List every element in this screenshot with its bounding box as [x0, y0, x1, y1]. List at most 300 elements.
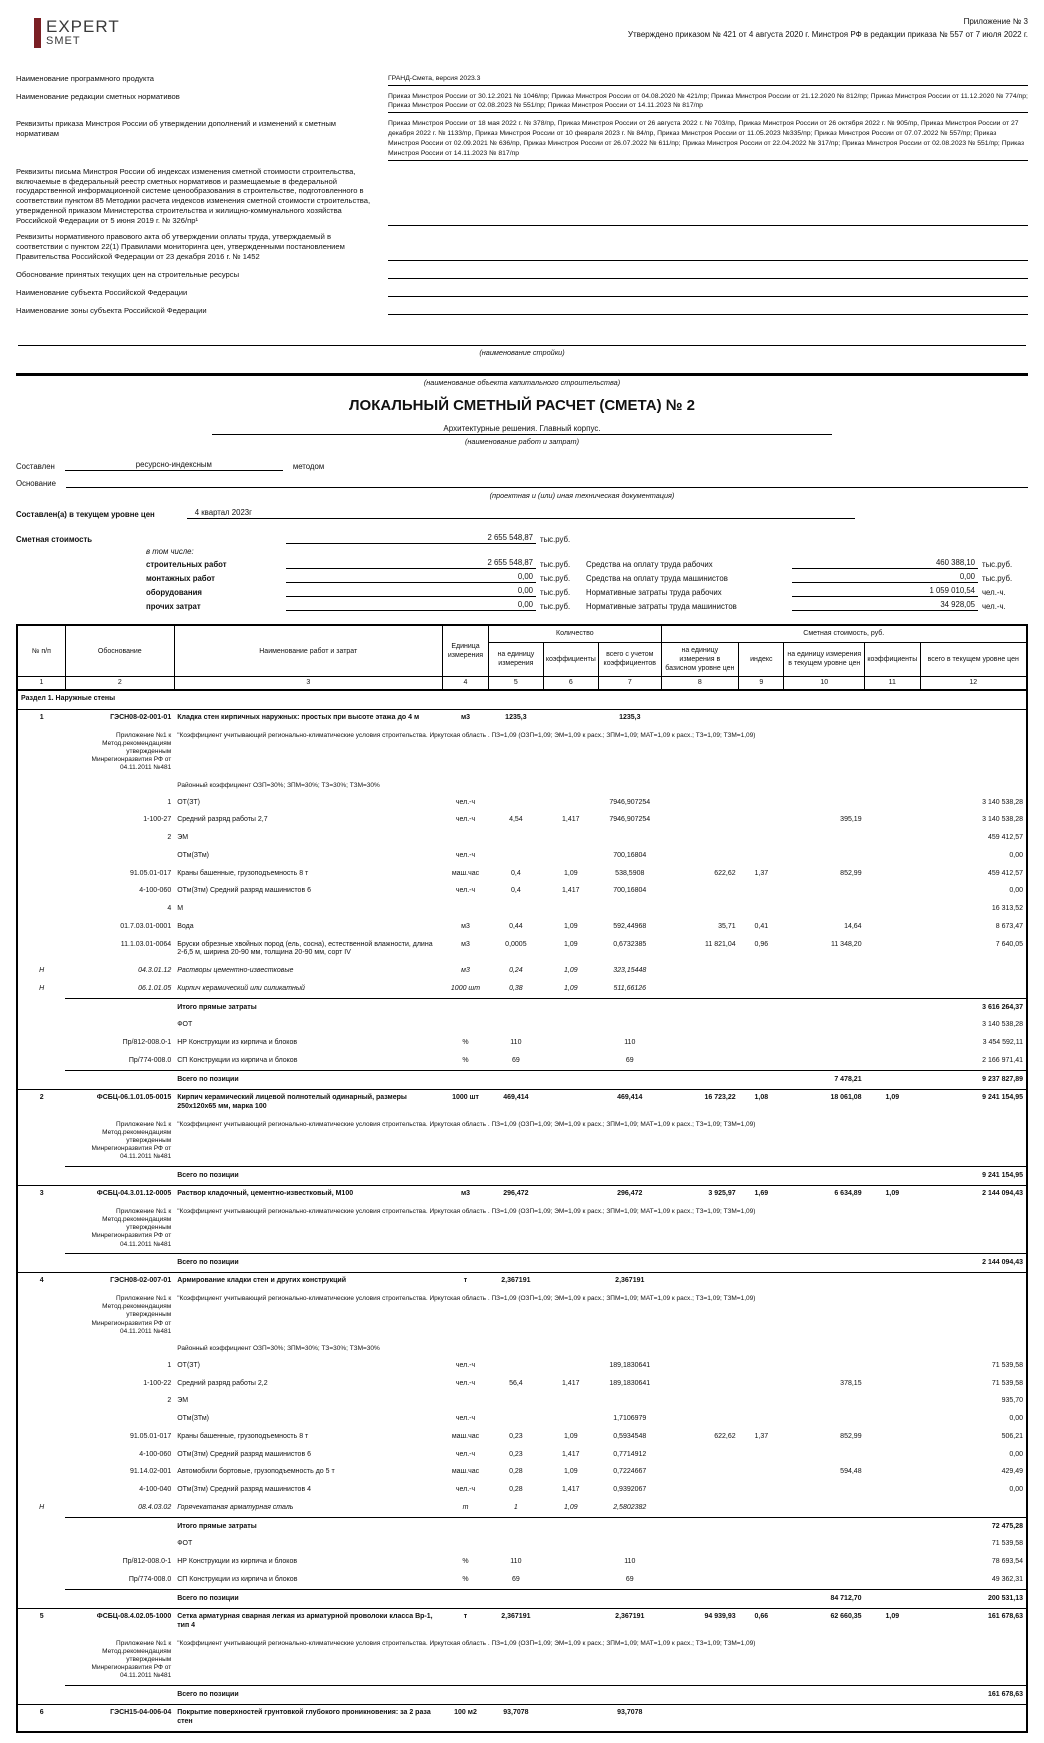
cost-item-value: 0,00: [286, 572, 536, 583]
cell: 161 678,63: [920, 1608, 1027, 1635]
cell: 189,1830641: [609, 1361, 651, 1369]
cell: 04.3.01.12: [138, 967, 172, 975]
cell: [17, 1635, 65, 1685]
cell: [739, 794, 784, 812]
cell: Бруски обрезные хвойных пород (ель, сосна), естественной влажности, длина 2-6,5 м, ширина 20-90 мм, толщина 20-90 мм, сорт IV: [177, 940, 433, 957]
cell: [17, 936, 65, 963]
cell: 323,15448: [613, 967, 647, 975]
cost-item-unit: тыс.руб.: [982, 560, 1013, 570]
section-title: Раздел 1. Наружные стены: [17, 690, 1027, 709]
cell: 91.14.02-001: [129, 1468, 172, 1476]
col-num: 8: [661, 676, 739, 690]
cell: [543, 1590, 598, 1609]
cost-item-unit: тыс.руб.: [540, 588, 571, 598]
cell: [543, 1167, 598, 1186]
cell: [739, 1071, 784, 1090]
current-level-row: [16, 508, 1028, 519]
cell: чел.-ч: [455, 1415, 476, 1423]
cell: [661, 901, 739, 919]
cell: чел.-ч: [455, 816, 476, 824]
cell: 2,367191: [599, 1272, 662, 1290]
cell: [442, 1536, 488, 1554]
object-name-caption: (наименование объекта капитального строительства): [423, 378, 621, 388]
cell: ФСБЦ-04.3.01.12-0005: [65, 1185, 174, 1203]
direct-costs-total-row: [17, 999, 1027, 1017]
cell: 4-100-060: [139, 887, 172, 895]
cell: [661, 1704, 739, 1732]
cell: [543, 709, 598, 727]
cell: 1: [167, 798, 172, 806]
cell: м3: [442, 709, 488, 727]
cell: ФСБЦ-06.1.01.05-0015: [65, 1089, 174, 1116]
cell: 1: [513, 1503, 518, 1511]
current-level-label: Составлен(а) в текущем уровне цен: [16, 510, 155, 520]
basis-value-line: [66, 478, 1028, 488]
cell: [17, 1071, 65, 1090]
position-row: [17, 1704, 1027, 1732]
method-row: [16, 460, 1028, 471]
cell: [784, 1167, 865, 1186]
cell: [543, 1357, 598, 1375]
cell: [661, 1571, 739, 1589]
cost-item-value: 2 655 548,87: [286, 558, 536, 569]
cell: 6 634,89: [784, 1185, 865, 1203]
reference-resource-row: [17, 1499, 1027, 1517]
cell: 1235,3: [599, 709, 662, 727]
cell: [543, 1686, 598, 1705]
cell-obosnovanie: Приложение №1 к Метод.рекомендациям утвержденным Минрегионразвития РФ от 04.11.2011 №481: [91, 1295, 172, 1335]
cell: 0,00: [1009, 1486, 1023, 1494]
cell: Раствор кладочный, цементно-известковый, М100: [174, 1185, 442, 1203]
cell: [739, 709, 784, 727]
col-header-cost-coeff: коэффициенты: [865, 642, 920, 676]
cell: [739, 1704, 784, 1732]
page-title: ЛОКАЛЬНЫЙ СМЕТНЫЙ РАСЧЕТ (СМЕТА) № 2: [349, 397, 695, 415]
cell: 110: [510, 1558, 522, 1566]
cell: [489, 1254, 543, 1273]
header-field: [16, 167, 1028, 226]
field-label: Реквизиты письма Минстроя России об индексах изменения сметной стоимости строительства, включаемые в федеральный реестр сметных нормативов и размещаемые в федеральной государственной информационной системе ценообразования в строительстве, подготовленного в соответствии пунктом 85 Методики расчета индексов изменения сметной стоимости строительства, утвержденной приказом Министерства строительства и жилищно-коммунального хозяйства Российской Федерации от 5 июня 2019 г. № 326/пр¹: [16, 166, 371, 225]
cost-item-unit: тыс.руб.: [540, 560, 571, 570]
cell: 62 660,35: [784, 1608, 865, 1635]
cell: [739, 980, 784, 998]
col-num: 11: [865, 676, 920, 690]
cell: 08.4.03.02: [138, 1503, 172, 1511]
cell: [543, 830, 598, 848]
cell: [65, 1411, 174, 1429]
header-field: [16, 74, 1028, 86]
cell: 14,64: [844, 922, 862, 930]
cell: 7 640,05: [995, 940, 1023, 948]
cell: 2,367191: [489, 1272, 543, 1290]
object-separator-line: [16, 373, 1028, 376]
cell: 469,414: [599, 1089, 662, 1116]
cell: 1: [17, 709, 65, 727]
cell: [784, 1411, 865, 1429]
cell: [17, 918, 65, 936]
cell: [661, 1272, 739, 1290]
col-header-index: индекс: [739, 642, 784, 676]
cell: %: [462, 1575, 469, 1583]
cell: Кирпич керамический лицевой полнотелый одинарный, размеры 250x120x65 мм, марка 100: [174, 1089, 442, 1116]
cell: 7946,907254: [609, 798, 651, 806]
cell: 1: [167, 1361, 172, 1369]
cell: [17, 1340, 65, 1357]
cell: 94 939,93: [661, 1608, 739, 1635]
cell: 69: [511, 1575, 520, 1583]
cell: ГЭСН08-02-001-01: [65, 709, 174, 727]
works-name-underline: [212, 424, 832, 435]
cell: НР Конструкции из кирпича и блоков: [177, 1039, 298, 1047]
cell: 0,00: [1009, 1450, 1023, 1458]
resource-row: [17, 1357, 1027, 1375]
cell: т: [462, 1503, 469, 1511]
cell: [920, 1499, 1027, 1517]
cell: [599, 901, 662, 919]
cost-item-value: 1 059 010,54: [792, 586, 978, 597]
cell: [784, 1704, 865, 1732]
cell: [543, 1254, 598, 1273]
cell: [784, 1035, 865, 1053]
cell: 2: [167, 1397, 172, 1405]
cell: 538,5908: [615, 869, 645, 877]
col-num: 7: [599, 676, 662, 690]
cell: 11 348,20: [830, 940, 862, 948]
cell: 852,99: [840, 869, 862, 877]
direct-costs-total-row: [17, 1518, 1027, 1536]
cell: [489, 1167, 543, 1186]
cell-obosnovanie: Приложение №1 к Метод.рекомендациям утвержденным Минрегионразвития РФ от 04.11.2011 №481: [91, 1639, 172, 1680]
cell: [65, 1590, 174, 1609]
cell: [489, 1411, 543, 1429]
approved-by: Утверждено приказом № 421 от 4 августа 2020 г. Минстроя РФ в редакции приказа № 557 от 7 июля 2022 г.: [627, 29, 1028, 39]
cell: [739, 1254, 784, 1273]
cell: [17, 794, 65, 812]
reference-resource-row: [17, 980, 1027, 998]
cell: [65, 1071, 174, 1090]
cell: [442, 1254, 488, 1273]
cell: 8 673,47: [995, 922, 1023, 930]
field-value: ГРАНД-Смета, версия 2023.3: [388, 74, 1028, 86]
cell: [865, 1428, 920, 1446]
cost-summary-right: [586, 533, 1028, 614]
cell: %: [462, 1056, 469, 1064]
cell: [661, 1464, 739, 1482]
cell: 69: [625, 1056, 634, 1064]
cell: 1,09: [865, 1608, 920, 1635]
cell: [784, 1686, 865, 1705]
cell: 0,00: [1009, 851, 1023, 859]
cell: 0,0005: [505, 940, 527, 948]
cell: Краны башенные, грузоподъемность 8 т: [177, 1432, 309, 1440]
cell: чел.-ч: [455, 1361, 476, 1369]
header-row-numbers: [17, 676, 1027, 690]
basis-row: [16, 478, 1028, 488]
cell: 0,28: [509, 1468, 523, 1476]
cell: Покрытие поверхностей грунтовкой глубокого проникновения: за 2 раза стен: [174, 1704, 442, 1732]
cell: 1000 шт: [450, 984, 481, 992]
cell: [599, 1518, 662, 1536]
cell: [661, 1017, 739, 1035]
cell: [920, 980, 1027, 998]
cell-note-text: Районный коэффициент ОЗП=30%; ЗПМ=30%; ТЗ=30%; ТЗМ=30%: [177, 1344, 380, 1352]
field-value: [388, 249, 1028, 261]
total-cost-value: 2 655 548,87: [286, 533, 536, 544]
cell: 0,23: [509, 1432, 523, 1440]
cell: Автомобили бортовые, грузоподъемность до 5 т: [177, 1468, 335, 1476]
cost-item-value: 460 388,10: [792, 558, 978, 569]
cell: [865, 1375, 920, 1393]
cell: [920, 709, 1027, 727]
cell: [543, 1411, 598, 1429]
cell: Н: [39, 984, 45, 992]
cell-note-text: Районный коэффициент ОЗП=30%; ЗПМ=30%; ТЗ=30%; ТЗМ=30%: [177, 781, 380, 789]
cell: [17, 1116, 65, 1166]
col-num: 1: [17, 676, 65, 690]
cost-item-unit: чел.-ч.: [982, 588, 1006, 598]
cell: [543, 1052, 598, 1070]
cell: [784, 1536, 865, 1554]
cell-obosnovanie: Приложение №1 к Метод.рекомендациям утвержденным Минрегионразвития РФ от 04.11.2011 №481: [91, 1208, 172, 1248]
cell: [865, 812, 920, 830]
resource-row: [17, 1464, 1027, 1482]
cell: 1,37: [754, 869, 769, 877]
cell: [739, 830, 784, 848]
cell: [17, 1035, 65, 1053]
position-total-row: [17, 1686, 1027, 1705]
cell-obosnovanie: Приложение №1 к Метод.рекомендациям утвержденным Минрегионразвития РФ от 04.11.2011 №481: [91, 731, 172, 772]
cell: [17, 901, 65, 919]
cell: 0,66: [739, 1608, 784, 1635]
cell: [543, 1071, 598, 1090]
cell: [489, 1590, 543, 1609]
cell: 7946,907254: [609, 816, 651, 824]
construction-name-caption: (наименование стройки): [479, 348, 565, 358]
cell: [784, 963, 865, 981]
basis-caption: (проектная и (или) иная техническая документация): [489, 491, 675, 501]
cell: [599, 1071, 662, 1090]
cell: чел.-ч: [455, 1379, 476, 1387]
cell: [661, 1393, 739, 1411]
cost-item-row: [586, 572, 1028, 583]
cost-summary-left: [16, 533, 586, 614]
cost-summary: [16, 533, 1028, 614]
cell: [661, 1518, 739, 1536]
cell: [17, 1291, 65, 1341]
resource-row: [17, 1052, 1027, 1070]
cost-item-unit: тыс.руб.: [540, 602, 571, 612]
resource-row: [17, 1571, 1027, 1589]
cell: %: [462, 1039, 469, 1047]
cell: 0,00: [1009, 1415, 1023, 1423]
works-name: Архитектурные решения. Главный корпус.: [443, 424, 601, 434]
field-value: [388, 214, 1028, 226]
cell: [17, 1393, 65, 1411]
cell: маш.час: [451, 1432, 480, 1440]
cell: [784, 901, 865, 919]
resource-row: [17, 865, 1027, 883]
cell: 2,5802382: [613, 1503, 647, 1511]
cell: 72 475,28: [920, 1518, 1027, 1536]
including-label: в том числе:: [146, 547, 194, 557]
cell: чел.-ч: [455, 798, 476, 806]
cell: Н: [39, 967, 45, 975]
cell: 1,09: [563, 869, 578, 877]
cost-item-row: [16, 572, 586, 583]
cell: 93,7078: [489, 1704, 543, 1732]
cell: [865, 1482, 920, 1500]
cost-item-label: Нормативные затраты труда рабочих: [586, 588, 722, 598]
cell: ОТм(ЗТм): [177, 1415, 209, 1423]
estimate-table-head: [17, 625, 1027, 689]
info-row: [17, 1340, 1027, 1357]
cell-obosnovanie: [65, 1340, 174, 1357]
cell: [489, 1017, 543, 1035]
cell: [489, 1518, 543, 1536]
cell: [739, 999, 784, 1017]
logo-line1: EXPERT: [46, 17, 120, 36]
cell: [661, 883, 739, 901]
cell: [543, 794, 598, 812]
cell: 1,417: [562, 1486, 580, 1494]
cell: М: [177, 905, 184, 913]
cell: [543, 1272, 598, 1290]
cell: 0,41: [754, 922, 769, 930]
cell: 2,367191: [489, 1608, 543, 1635]
cell: м3: [442, 1185, 488, 1203]
cell: [784, 1518, 865, 1536]
cell: ЭМ: [177, 834, 189, 842]
cell: Итого прямые затраты: [174, 1518, 442, 1536]
cell: [543, 847, 598, 865]
cell: [739, 1167, 784, 1186]
resource-row: [17, 847, 1027, 865]
cell: [543, 1089, 598, 1116]
info-row: [17, 777, 1027, 794]
cell: [442, 901, 488, 919]
header-field: [16, 285, 1028, 297]
total-cost-unit: тыс.руб.: [540, 535, 571, 545]
resource-row: [17, 794, 1027, 812]
cell: [17, 1167, 65, 1186]
field-label: Реквизиты нормативного правового акта об утверждении оплаты труда, утверждаемый в соответствии с пунктом 22(1) Правилами мониторинга цен, утвержденными постановлением Правительства Российской Федерации от 23 декабря 2016 г. № 1452: [16, 231, 345, 261]
cell: [489, 830, 543, 848]
cell: [784, 1499, 865, 1517]
cell: 296,472: [599, 1185, 662, 1203]
resource-row: [17, 1536, 1027, 1554]
field-value: [388, 303, 1028, 315]
cell: [17, 1571, 65, 1589]
col-num: 10: [784, 676, 865, 690]
cell: 429,49: [1001, 1468, 1023, 1476]
cost-item-value: 0,00: [286, 586, 536, 597]
cell: [543, 901, 598, 919]
resource-row: [17, 901, 1027, 919]
cell-note-text: "Коэффициент учитывающий регионально-климатические условия строительства. Иркутская область . ПЗ=1,09 (ОЗП=1,09; ЭМ=1,09 к расх.; ЗПМ=1,09; МАТ=1,09 к расх.; ТЗ=1,09; ТЗМ=1,09): [177, 731, 756, 739]
cell: [865, 709, 920, 727]
cell: [865, 999, 920, 1017]
cell: [865, 1167, 920, 1186]
col-header-cost-base: на единицу измерения в базисном уровне цен: [661, 642, 739, 676]
header-field: [16, 119, 1028, 160]
position-total-row: [17, 1254, 1027, 1273]
cell: 9 241 154,95: [920, 1089, 1027, 1116]
cell: [784, 1052, 865, 1070]
cell: [739, 1499, 784, 1517]
total-cost-label: Сметная стоимость: [16, 535, 93, 545]
cell: 0,96: [754, 940, 769, 948]
cell: [543, 1017, 598, 1035]
cell: Пр/774-008.0: [128, 1056, 172, 1064]
cell: [865, 918, 920, 936]
cell: [865, 901, 920, 919]
position-row: [17, 1608, 1027, 1635]
cell: [661, 812, 739, 830]
position-row: [17, 1185, 1027, 1203]
cell: [543, 1571, 598, 1589]
cost-items-left: [16, 558, 586, 611]
cost-item-label: Средства на оплату труда машинистов: [586, 574, 728, 584]
cell: 0,5934548: [613, 1432, 647, 1440]
cell: [739, 1518, 784, 1536]
cell: [17, 865, 65, 883]
col-header-obosnovanie: Обоснование: [65, 625, 174, 676]
cell: 2 144 094,43: [920, 1185, 1027, 1203]
cost-item-row: [586, 558, 1028, 569]
cell: ОТм(3тм) Средний разряд машинистов 6: [177, 887, 312, 895]
position-total-row: [17, 1071, 1027, 1090]
cell: 11.1.03.01-0064: [120, 940, 172, 948]
cell: 378,15: [840, 1379, 862, 1387]
col-num: 6: [543, 676, 598, 690]
cell: [865, 936, 920, 963]
cell: ОТм(3тм) Средний разряд машинистов 6: [177, 1450, 312, 1458]
cell: ОТм(3тм) Средний разряд машинистов 4: [177, 1486, 312, 1494]
cell: [739, 1571, 784, 1589]
header-field: [16, 232, 1028, 262]
cell: [17, 847, 65, 865]
cell: [661, 794, 739, 812]
cell: чел.-ч: [455, 1450, 476, 1458]
cost-item-label: прочих затрат: [146, 602, 201, 612]
cell: [661, 1499, 739, 1517]
cell: [784, 883, 865, 901]
cell: 69: [511, 1056, 520, 1064]
position-row: [17, 1272, 1027, 1290]
cell: [661, 709, 739, 727]
cell: 0,6732385: [613, 940, 647, 948]
cell: [739, 1272, 784, 1290]
cell: 622,62: [714, 869, 736, 877]
cell: [661, 847, 739, 865]
cell: [661, 963, 739, 981]
cell: 2,367191: [599, 1608, 662, 1635]
cell: Растворы цементно-известковые: [177, 967, 294, 975]
cell: [543, 1704, 598, 1732]
cell: [599, 1017, 662, 1035]
cell: [865, 1254, 920, 1273]
cell: [489, 794, 543, 812]
cell: 4-100-040: [139, 1486, 172, 1494]
cell: [65, 1167, 174, 1186]
cell: [661, 999, 739, 1017]
cell: [739, 847, 784, 865]
cell: [661, 830, 739, 848]
cell: Краны башенные, грузоподъемность 8 т: [177, 869, 309, 877]
reference-resource-row: [17, 963, 1027, 981]
method-value: ресурсно-индексным: [65, 460, 283, 471]
note-row: [17, 1635, 1027, 1685]
